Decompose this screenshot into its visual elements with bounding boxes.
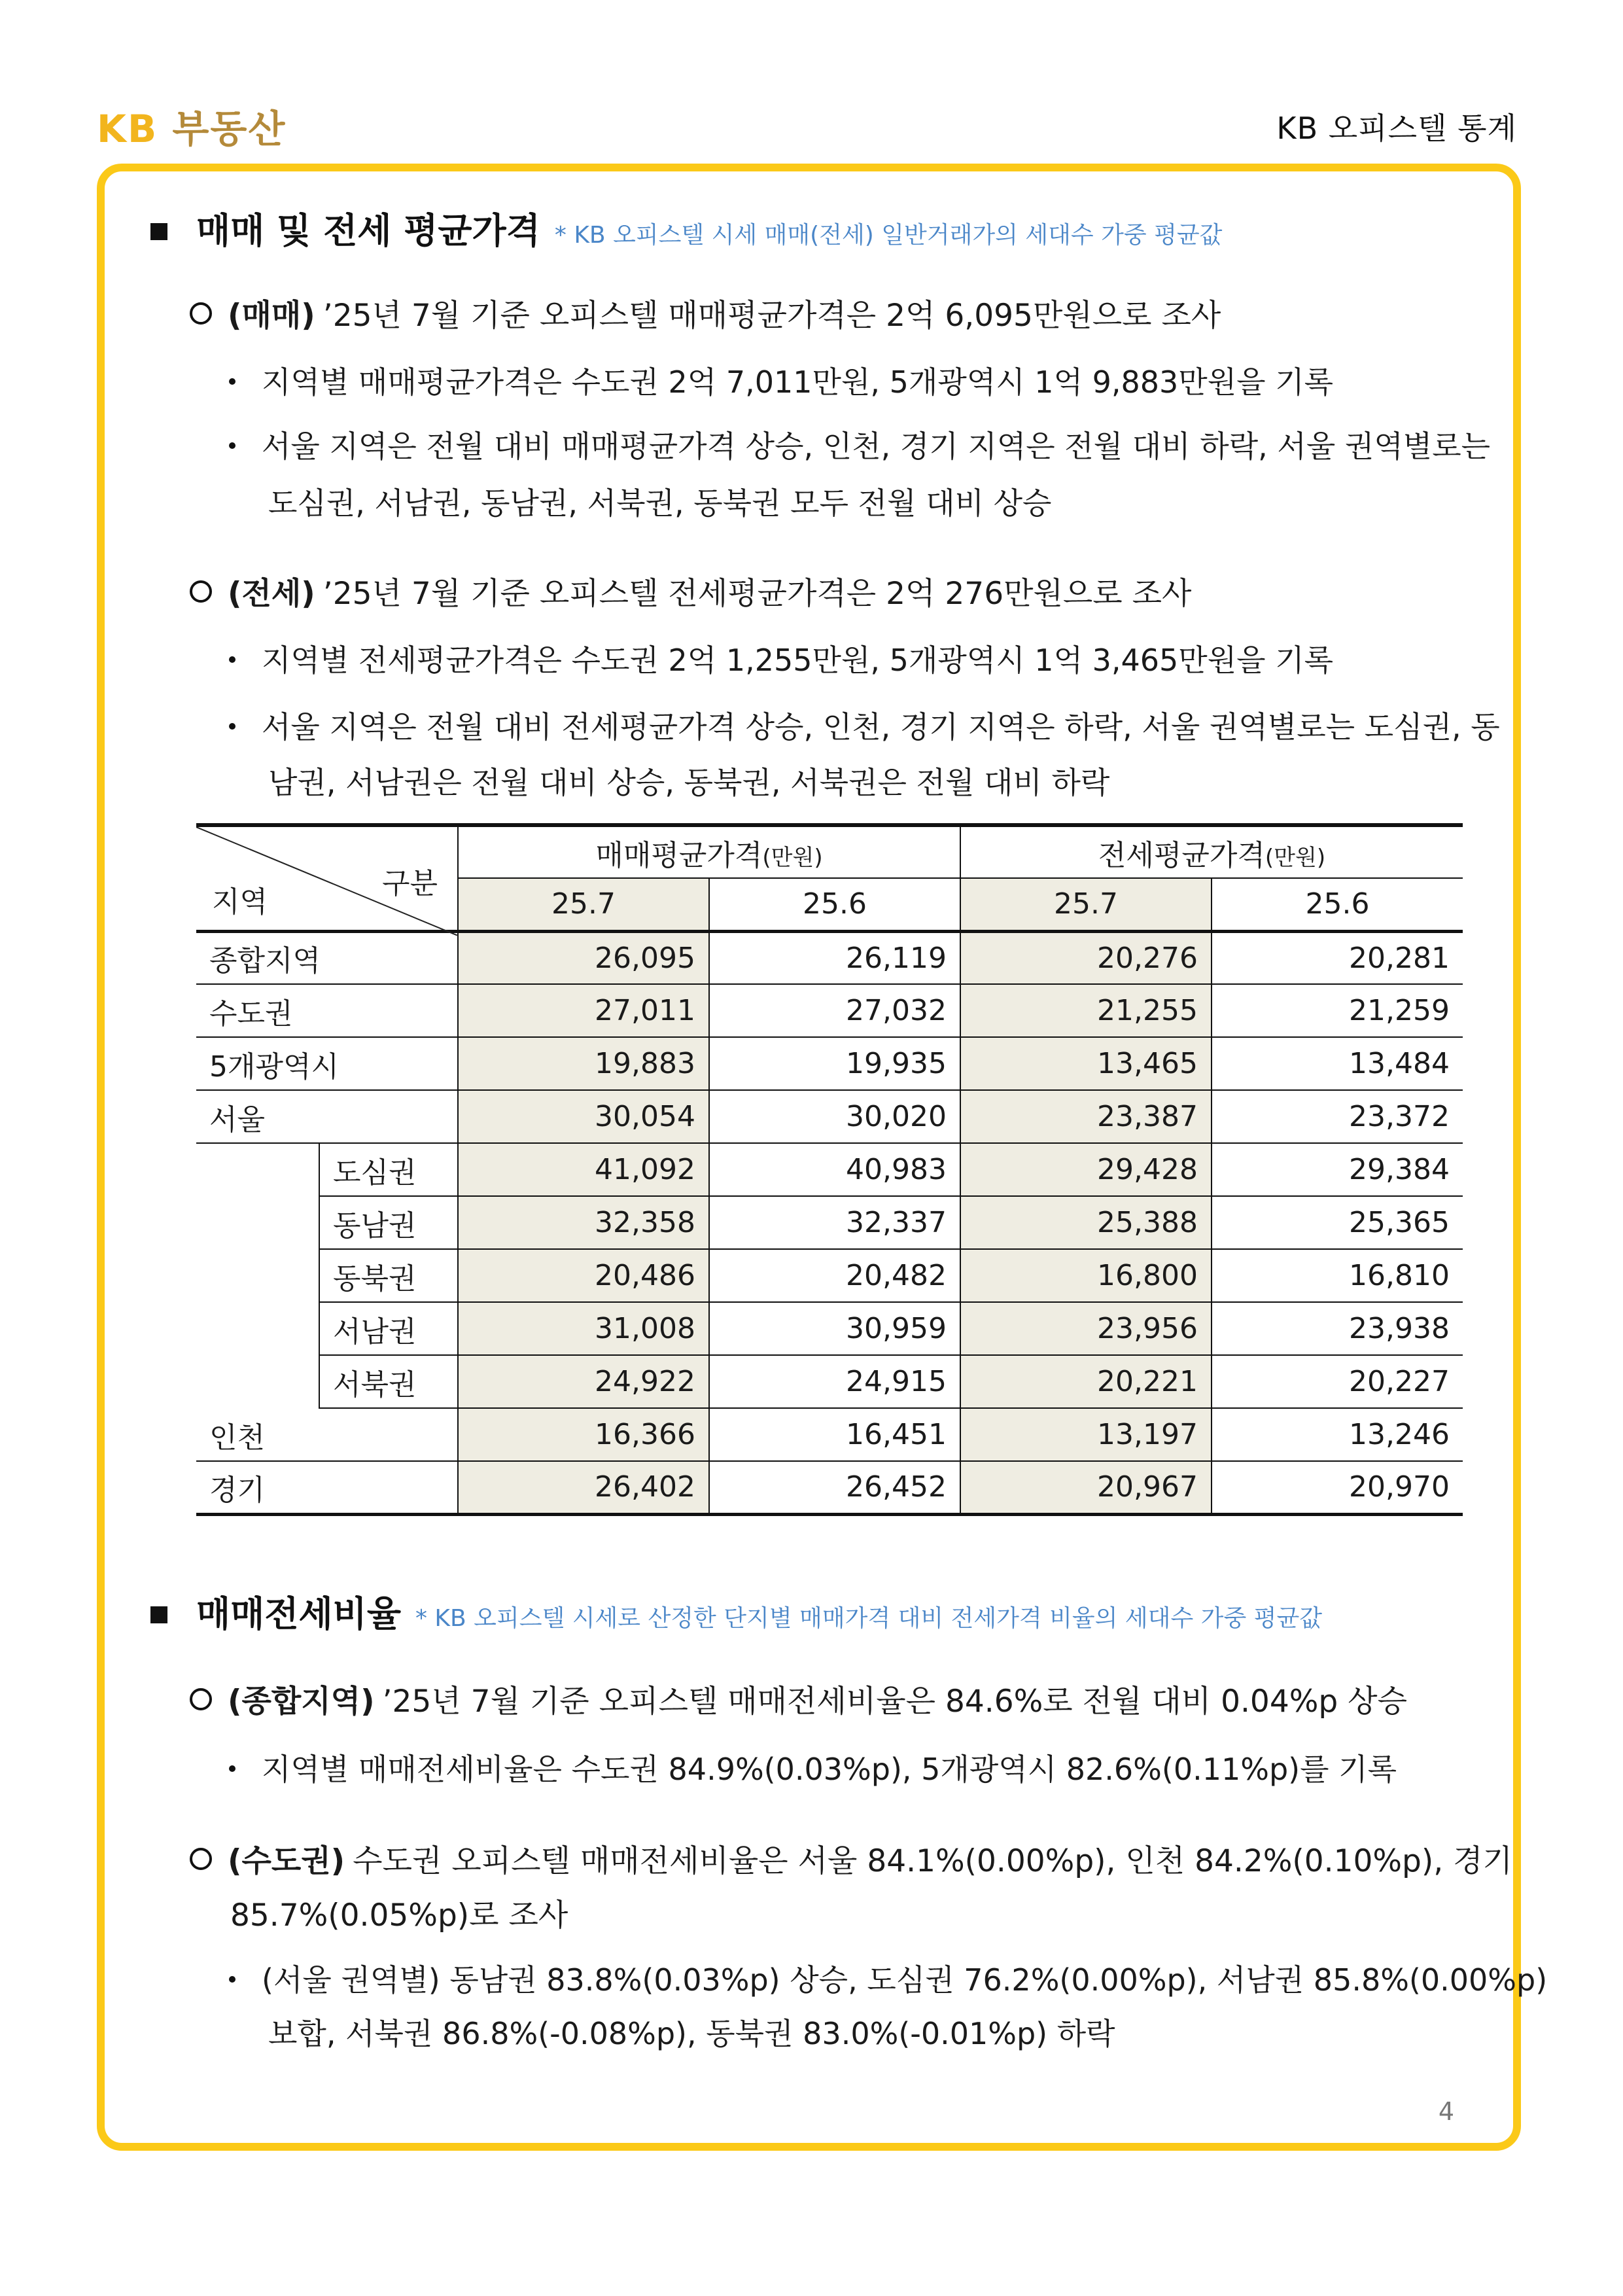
bullet-text: 서울 지역은 전월 대비 전세평균가격 상승, 인천, 경기 지역은 하락, 서울 권역별로는 도심권, 동 — [262, 709, 1500, 745]
circle-bullet-icon — [190, 302, 212, 325]
table-row — [196, 1090, 1463, 1143]
value-cell: 13,246 — [1349, 1418, 1450, 1451]
section-note: * KB 오피스텔 시세 매매(전세) 일반거래가의 세대수 가중 평균값 — [554, 222, 1223, 249]
value-cell: 21,259 — [1349, 994, 1450, 1027]
value-cell: 16,451 — [709, 1408, 960, 1461]
bullet-text: (서울 권역별) 동남권 83.8%(0.03%p) 상승, 도심권 76.2%(0.00%p), 서남권 85.8%(0.00%p) — [262, 1962, 1548, 1998]
subregion-cell: 서북권 — [319, 1355, 458, 1408]
value-cell: 24,922 — [458, 1355, 709, 1408]
value-cell: 23,372 — [1349, 1100, 1450, 1133]
value-cell: 23,938 — [1212, 1302, 1463, 1355]
table-row — [196, 931, 1463, 984]
region-cell: 경기 — [196, 1461, 458, 1514]
dot-bullet-icon — [229, 1976, 236, 1983]
value-cell: 30,054 — [458, 1090, 709, 1143]
value-cell: 20,967 — [960, 1461, 1212, 1514]
subregion-cell: 동북권 — [319, 1249, 458, 1302]
sale-bullet-2 — [229, 423, 1490, 466]
value-cell: 31,008 — [458, 1302, 709, 1355]
value-cell: 24,915 — [709, 1355, 960, 1408]
value-cell: 26,095 — [458, 931, 709, 984]
jeonse-group-header — [960, 825, 1463, 878]
month-header: 25.7 — [458, 878, 709, 931]
bullet-text: 지역별 전세평균가격은 수도권 2억 1,255만원, 5개광역시 1억 3,465만원을 기록 — [262, 643, 1334, 678]
ratio-seoul-bullet-cont: 보합, 서북권 86.8%(-0.08%p), 동북권 83.0%(-0.01%p) 하락 — [268, 2016, 1115, 2051]
value-cell: 26,402 — [458, 1461, 709, 1514]
sale-tag: (매매) — [228, 298, 315, 334]
value-cell: 27,032 — [709, 984, 960, 1037]
jeonse-tag: (전세) — [228, 576, 315, 612]
value-cell: 23,387 — [960, 1090, 1212, 1143]
corner-region-label: 지역 — [212, 885, 268, 919]
value-cell: 27,011 — [458, 984, 709, 1037]
value-cell: 13,465 — [960, 1037, 1212, 1090]
value-cell: 41,092 — [458, 1143, 709, 1196]
logo-kb: KB — [97, 107, 158, 151]
value-cell: 13,484 — [1349, 1047, 1450, 1080]
table-row — [196, 984, 1463, 1037]
total-text: ’25년 7월 기준 오피스텔 매매전세비율은 84.6%로 전월 대비 0.04%p 상승 — [382, 1684, 1407, 1720]
value-cell: 20,482 — [709, 1249, 960, 1302]
region-spacer-cell — [196, 1355, 319, 1408]
value-cell: 20,276 — [960, 931, 1212, 984]
table-row — [196, 1461, 1463, 1514]
dot-bullet-icon — [229, 656, 236, 663]
value-cell: 16,800 — [960, 1249, 1212, 1302]
sale-bullet-1 — [229, 359, 1333, 402]
jeonse-bullet-2 — [229, 703, 1500, 747]
table-row — [196, 1355, 1463, 1408]
table-row — [196, 1249, 1463, 1302]
value-cell: 30,959 — [709, 1302, 960, 1355]
table-corner-cell — [196, 825, 458, 931]
dot-bullet-icon — [229, 723, 236, 730]
value-cell: 20,970 — [1349, 1470, 1450, 1504]
value-cell: 29,428 — [960, 1143, 1212, 1196]
value-cell: 21,255 — [960, 984, 1212, 1037]
section-avg-price-heading — [150, 203, 1222, 253]
jeonse-text: ’25년 7월 기준 오피스텔 전세평균가격은 2억 276만원으로 조사 — [323, 576, 1192, 612]
subregion-cell: 서남권 — [319, 1302, 458, 1355]
logo-text: 부동산 — [172, 107, 287, 151]
kb-logo — [97, 98, 286, 153]
table-row — [196, 1302, 1463, 1355]
group-label: 전세평균가격 — [1098, 838, 1265, 872]
ratio-seoul-bullet — [229, 1956, 1547, 2000]
dot-bullet-icon — [229, 378, 236, 385]
capital-tag: (수도권) — [228, 1843, 345, 1879]
region-spacer-cell — [196, 1143, 319, 1196]
region-cell: 인천 — [196, 1408, 458, 1461]
month-header: 25.7 — [960, 878, 1212, 931]
square-bullet-icon — [150, 1606, 167, 1623]
circle-bullet-icon — [190, 1848, 212, 1870]
jeonse-summary — [190, 569, 1191, 613]
table-row — [196, 1196, 1463, 1249]
region-cell: 종합지역 — [196, 931, 458, 984]
region-spacer-cell — [196, 1302, 319, 1355]
value-cell: 32,358 — [458, 1196, 709, 1249]
ratio-total-summary — [190, 1677, 1407, 1721]
value-cell: 23,956 — [960, 1302, 1212, 1355]
region-spacer-cell — [196, 1249, 319, 1302]
bullet-text: 지역별 매매전세비율은 수도권 84.9%(0.03%p), 5개광역시 82.6%(0.11%p)를 기록 — [262, 1752, 1397, 1787]
table-row — [196, 1408, 1463, 1461]
unit-label: (만원) — [1265, 844, 1326, 871]
bullet-text: 서울 지역은 전월 대비 매매평균가격 상승, 인천, 경기 지역은 전월 대비 하락, 서울 권역별로는 — [262, 429, 1491, 464]
square-bullet-icon — [150, 223, 167, 240]
value-cell: 29,384 — [1212, 1143, 1463, 1196]
sale-bullet-2-cont: 도심권, 서남권, 동남권, 서북권, 동북권 모두 전월 대비 상승 — [268, 486, 1052, 521]
corner-category-label: 구분 — [381, 867, 438, 900]
price-table — [196, 823, 1463, 1516]
region-cell: 수도권 — [196, 984, 458, 1037]
ratio-capital-summary — [190, 1837, 1512, 1881]
table-row — [196, 1143, 1463, 1196]
page-number: 4 — [1438, 2097, 1454, 2126]
region-cell: 서울 — [196, 1090, 458, 1143]
value-cell: 20,221 — [960, 1355, 1212, 1408]
value-cell: 26,452 — [709, 1461, 960, 1514]
circle-bullet-icon — [190, 580, 212, 603]
table-row — [196, 1037, 1463, 1090]
value-cell: 19,935 — [709, 1037, 960, 1090]
jeonse-bullet-2-cont: 남권, 서남권은 전월 대비 상승, 동북권, 서북권은 전월 대비 하락 — [268, 765, 1110, 800]
section-note: * KB 오피스텔 시세로 산정한 단지별 매매가격 대비 전세가격 비율의 세대수 가중 평균값 — [415, 1605, 1322, 1632]
sale-summary — [190, 291, 1221, 335]
document-title: KB 오피스텔 통계 — [1276, 111, 1517, 146]
value-cell: 20,227 — [1212, 1355, 1463, 1408]
value-cell: 19,883 — [458, 1037, 709, 1090]
subregion-cell: 동남권 — [319, 1196, 458, 1249]
section-ratio-heading — [150, 1586, 1322, 1636]
ratio-total-bullet — [229, 1746, 1397, 1789]
value-cell: 32,337 — [709, 1196, 960, 1249]
value-cell: 25,365 — [1212, 1196, 1463, 1249]
value-cell: 20,486 — [458, 1249, 709, 1302]
region-spacer-cell — [196, 1196, 319, 1249]
region-cell: 5개광역시 — [196, 1037, 458, 1090]
value-cell: 16,366 — [458, 1408, 709, 1461]
circle-bullet-icon — [190, 1688, 212, 1710]
value-cell: 30,020 — [709, 1090, 960, 1143]
month-header: 25.6 — [709, 878, 960, 931]
dot-bullet-icon — [229, 1765, 236, 1772]
value-cell: 16,810 — [1212, 1249, 1463, 1302]
jeonse-bullet-1 — [229, 637, 1333, 680]
value-cell: 20,281 — [1349, 941, 1450, 975]
capital-text: 수도권 오피스텔 매매전세비율은 서울 84.1%(0.00%p), 인천 84.2%(0.10%p), 경기 — [353, 1843, 1512, 1879]
total-tag: (종합지역) — [228, 1684, 375, 1720]
group-label: 매매평균가격 — [595, 838, 763, 872]
unit-label: (만원) — [762, 844, 823, 871]
dot-bullet-icon — [229, 442, 236, 449]
subregion-cell: 도심권 — [319, 1143, 458, 1196]
value-cell: 13,197 — [960, 1408, 1212, 1461]
ratio-capital-cont: 85.7%(0.05%p)로 조사 — [230, 1898, 568, 1934]
value-cell: 26,119 — [709, 931, 960, 984]
bullet-text: 지역별 매매평균가격은 수도권 2억 7,011만원, 5개광역시 1억 9,883만원을 기록 — [262, 364, 1334, 400]
section-title: 매매 및 전세 평균가격 — [196, 210, 540, 251]
value-cell: 40,983 — [709, 1143, 960, 1196]
value-cell: 25,388 — [960, 1196, 1212, 1249]
sale-text: ’25년 7월 기준 오피스텔 매매평균가격은 2억 6,095만원으로 조사 — [323, 298, 1221, 334]
sale-group-header — [458, 825, 960, 878]
section-title: 매매전세비율 — [196, 1593, 401, 1634]
month-header: 25.6 — [1305, 887, 1370, 921]
